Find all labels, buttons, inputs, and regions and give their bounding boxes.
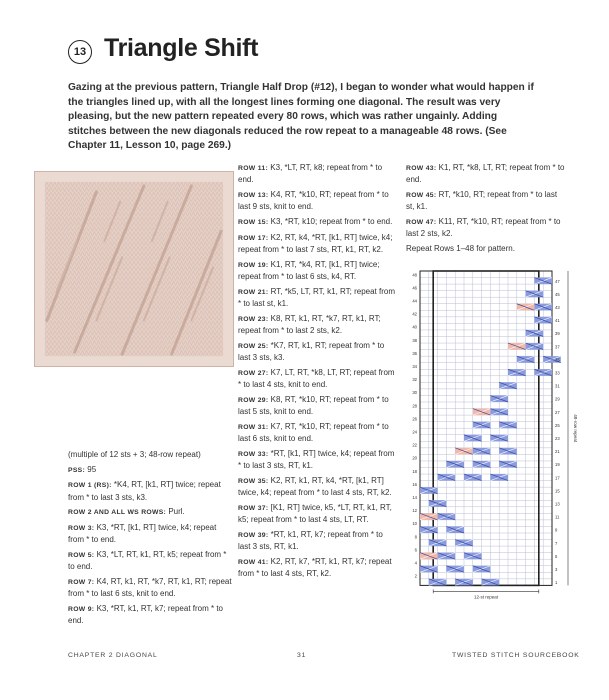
row-number-right: 5: [555, 553, 558, 559]
row-number-right: 3: [555, 567, 558, 572]
row-instruction: ROW 43: K1, RT, *k8, LT, RT; repeat from * to end.: [406, 163, 565, 185]
row-number-left: 42: [412, 311, 417, 317]
row-number-left: 20: [412, 455, 417, 461]
row-number-left: 48: [412, 272, 417, 278]
row-number-right: 33: [555, 370, 560, 376]
row-instruction: ROW 7: K4, RT, k1, RT, *k7, RT, k1, RT; repeat from * to last 6 sts, knit to end.: [68, 576, 232, 599]
row-instruction: ROW 35: K2, RT, k1, RT, k4, *RT, [k1, RT] twice, k4; repeat from * to last 4 sts, RT, k2.: [238, 475, 392, 497]
row-number-right: 19: [555, 462, 560, 468]
row-number-right: 31: [555, 383, 560, 389]
swatch-photo: [34, 171, 234, 367]
row-instruction: ROW 41: K2, RT, k7, *RT, k1, RT, k7; repeat from * to last 4 sts, RT, k2.: [238, 556, 392, 578]
pss-line: PSS: 95: [68, 464, 97, 474]
row-number-left: 38: [412, 337, 417, 343]
row-instruction: ROW 1 (RS): *K4, RT, [k1, RT] twice; repeat from * to last 3 sts, k3.: [68, 480, 221, 502]
row-number-left: 4: [414, 560, 417, 566]
row-number-right: 23: [555, 436, 560, 441]
page-title: Triangle Shift: [104, 34, 259, 62]
stitch-chart: [402, 267, 584, 609]
row-number-left: 32: [412, 377, 417, 383]
row-number-right: 7: [555, 540, 558, 546]
row-number-right: 39: [555, 331, 560, 337]
instructions-middle-column: [238, 162, 396, 583]
stitch-repeat-label: 12-st repeat: [473, 594, 499, 600]
repeat-note: Repeat Rows 1–48 for pattern.: [406, 244, 515, 253]
row-number-right: 21: [555, 449, 560, 455]
row-number-right: 47: [555, 278, 560, 284]
row-instruction: ROW 47: K11, RT, *k10, RT; repeat from * to last 2 sts, k2.: [406, 217, 561, 239]
row-number-left: 14: [412, 494, 417, 500]
footer-page-number: 31: [297, 652, 307, 659]
row-number-right: 29: [555, 396, 560, 402]
row-number-right: 17: [555, 475, 560, 481]
row-number-right: 45: [555, 291, 560, 297]
row-number-left: 30: [412, 390, 417, 396]
row-instruction: ROW 17: K2, RT, k4, *RT, [k1, RT] twice, k4; repeat from * to last 7 sts, RT, k1, RT, k2.: [238, 232, 393, 254]
row-instruction: ROW 11: K3, *LT, RT, k8; repeat from * to end.: [238, 163, 383, 185]
footer-book-title: TWISTED STITCH SOURCEBOOK: [452, 652, 580, 659]
row-instruction: ROW 37: [K1, RT] twice, k5, *LT, RT, k1, RT, k5; repeat from * to last 4 sts, LT, RT.: [238, 502, 392, 524]
row-number-left: 22: [412, 442, 417, 448]
multiple-note: (multiple of 12 sts + 3; 48-row repeat): [68, 450, 201, 459]
row-number-left: 12: [412, 508, 417, 514]
row-instruction: ROW 13: K4, RT, *k10, RT; repeat from * to last 9 sts, knit to end.: [238, 190, 389, 212]
row-instruction: ROW 31: K7, RT, *k10, RT; repeat from * to last 6 sts, knit to end.: [238, 421, 389, 443]
row-number-right: 37: [555, 344, 560, 350]
row-number-left: 28: [412, 403, 417, 409]
row-number-left: 18: [412, 468, 417, 474]
swatch-illustration: [35, 172, 233, 366]
row-instruction: ROW 33: *RT, [k1, RT] twice, k4; repeat from * to last 3 sts, RT, k1.: [238, 448, 395, 470]
row-number-left: 8: [414, 534, 417, 540]
row-number-right: 35: [555, 357, 560, 363]
row-number-right: 1: [555, 580, 558, 586]
row-number-left: 40: [412, 324, 417, 330]
row-number-right: 41: [555, 318, 560, 324]
row-repeat-label: 48-row repeat: [573, 414, 578, 443]
row-instruction: ROW 25: *K7, RT, k1, RT; repeat from * to last 3 sts, k3.: [238, 340, 385, 362]
row-number-right: 25: [555, 422, 560, 428]
row-number-right: 27: [555, 409, 560, 415]
row-instruction: ROW 19: K1, RT, *k4, RT, [k1, RT] twice; repeat from * to last 6 sts, k4, RT.: [238, 259, 380, 281]
row-instruction: ROW 15: K3, *RT, k10; repeat from * to end.: [238, 217, 393, 226]
pattern-number-badge: 13: [68, 40, 92, 64]
row-number-left: 44: [412, 298, 417, 304]
row-number-left: 36: [412, 350, 417, 356]
intro-paragraph: Gazing at the previous pattern, Triangle Half Drop (#12), I began to wonder what would happen if the triangles lined up, with all the longest lines forming one diagonal. The result was very pleasing, but the new pattern repeated every 80 rows, which was rather ungainly. Adding stitches between the new diagonals reduced the row repeat to a manageable 48 rows. (See Chapter 11, Lesson 10, page 269.): [68, 82, 534, 152]
row-number-left: 34: [412, 363, 417, 369]
row-number-left: 10: [412, 521, 417, 527]
row-number-left: 24: [412, 429, 417, 435]
stitch-chart-svg: [402, 267, 584, 609]
row-number-right: 15: [555, 488, 560, 494]
instructions-right-column: [406, 162, 566, 258]
row-instruction: ROW 45: RT, *k10, RT; repeat from * to last st, k1.: [406, 190, 558, 212]
row-number-left: 26: [412, 416, 417, 422]
row-number-right: 11: [555, 514, 560, 520]
row-instruction: ROW 21: RT, *k5, LT, RT, k1, RT; repeat from * to last st, k1.: [238, 286, 396, 308]
row-number-right: 9: [555, 527, 558, 533]
footer-chapter: CHAPTER 2 DIAGONAL: [68, 652, 158, 659]
row-instruction: ROW 27: K7, LT, RT, *k8, LT, RT; repeat from * to last 4 sts, knit to end.: [238, 367, 395, 389]
row-instruction: ROW 3: K3, *RT, [k1, RT] twice, k4; repeat from * to end.: [68, 522, 217, 545]
row-number-left: 46: [412, 285, 417, 291]
row-number-left: 6: [414, 547, 417, 553]
row-instruction: ROW 2 AND ALL WS ROWS: Purl.: [68, 507, 185, 517]
row-number-left: 2: [414, 573, 417, 579]
row-instruction: ROW 29: K8, RT, *k10, RT; repeat from * to last 5 sts, knit to end.: [238, 394, 389, 416]
instructions-left-column: [68, 449, 234, 630]
row-instruction: ROW 23: K8, RT, k1, RT, *k7, RT, k1, RT; repeat from * to last 2 sts, k2.: [238, 313, 381, 335]
row-instruction: ROW 5: K3, *LT, RT, k1, RT, k5; repeat from * to end.: [68, 549, 227, 572]
row-instruction: ROW 39: *RT, k1, RT, k7; repeat from * to last 3 sts, RT, k1.: [238, 529, 383, 551]
chart-grid: [420, 271, 552, 585]
row-instruction: ROW 9: K3, *RT, k1, RT, k7; repeat from * to end.: [68, 603, 223, 626]
row-number-right: 13: [555, 501, 560, 507]
row-number-left: 16: [412, 481, 417, 487]
row-number-right: 43: [555, 305, 560, 310]
